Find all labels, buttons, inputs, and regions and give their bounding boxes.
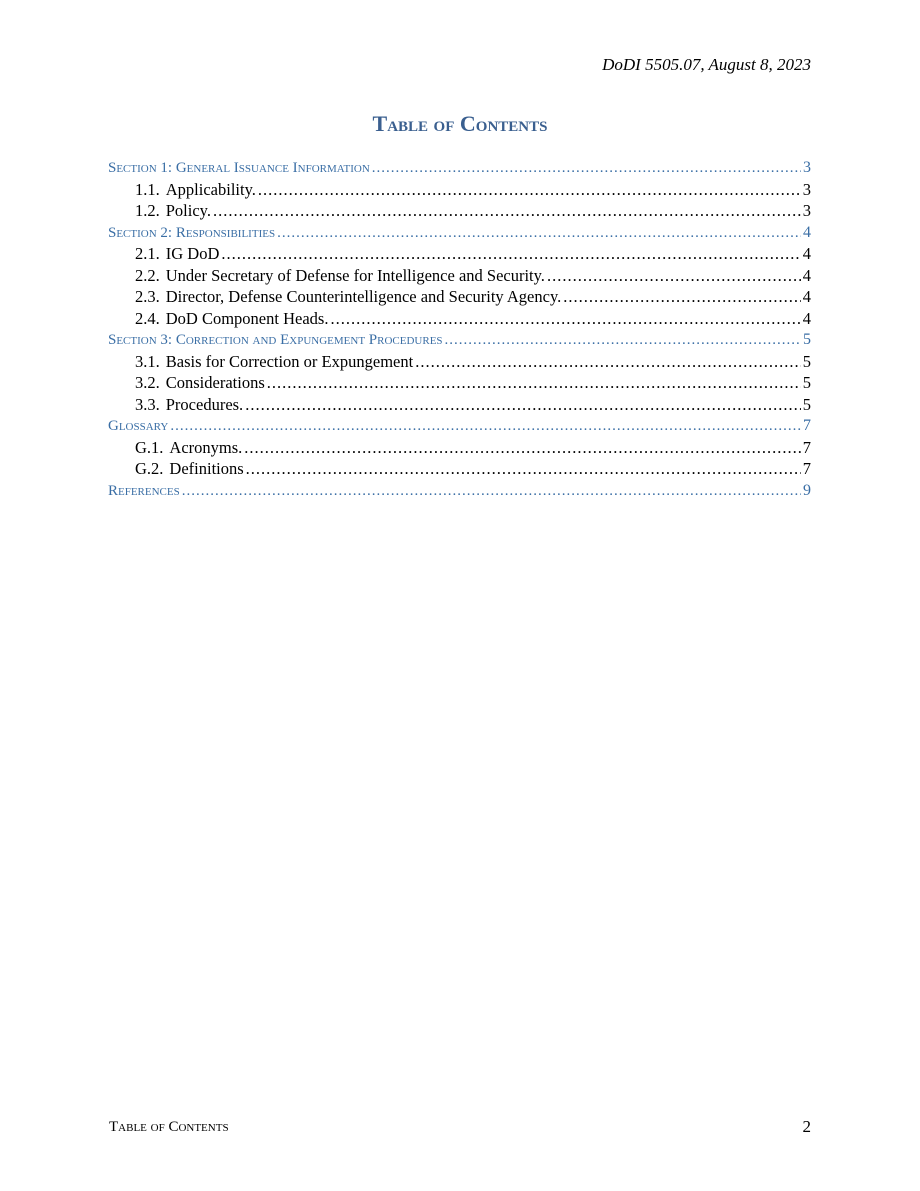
toc-entry-page-number: 4: [802, 244, 811, 263]
toc-subsection-entry[interactable]: [108, 286, 811, 308]
toc-subsection-entry[interactable]: [108, 437, 811, 459]
toc-entry-page-number: 5: [803, 331, 811, 348]
toc-entry-number: G.2.: [135, 459, 164, 478]
toc-dot-leader: [547, 265, 801, 287]
toc-entry-label: DoD Component Heads.: [165, 308, 329, 328]
toc-dot-leader: [372, 158, 801, 179]
toc-subsection-entry[interactable]: [108, 200, 811, 222]
toc-entry-label: Section 3: Correction and Expungement Procedures: [108, 332, 443, 348]
toc-entry-number: 2.4.: [135, 308, 160, 328]
toc-dot-leader: [563, 286, 800, 308]
footer-section-title: Table of Contents: [109, 1119, 229, 1135]
toc-entry-number: 3.2.: [135, 373, 160, 392]
toc-entry-label: Section 2: Responsibilities: [108, 224, 276, 241]
toc-entry-number: 2.1.: [135, 244, 160, 263]
toc-dot-leader: [267, 372, 801, 394]
toc-dot-leader: [330, 308, 800, 330]
toc-entry-page-number: 4: [802, 287, 811, 306]
toc-dot-leader: [221, 243, 800, 265]
footer-page-number: 2: [802, 1117, 811, 1136]
toc-entry-label: Glossary: [108, 418, 169, 434]
toc-entry-page-number: 3: [802, 179, 811, 199]
toc-dot-leader: [258, 179, 801, 201]
toc-entry-page-number: 7: [802, 437, 811, 457]
toc-entry-page-number: 3: [803, 159, 811, 176]
toc-entry-page-number: 9: [803, 481, 811, 499]
running-head: DoDI 5505.07, August 8, 2023: [602, 55, 811, 74]
toc-entry-label: IG DoD: [165, 244, 220, 263]
toc-entry-number: G.1.: [135, 437, 164, 457]
toc-entry-label: References: [108, 482, 180, 499]
toc-entry-number: 2.2.: [135, 265, 160, 285]
toc-entry-number: 3.1.: [135, 351, 160, 371]
toc-subsection-entry[interactable]: [108, 179, 811, 201]
toc-dot-leader: [170, 416, 801, 437]
toc-entry-page-number: 5: [802, 394, 811, 414]
toc-entry-page-number: 4: [802, 265, 811, 285]
toc-entry-page-number: 5: [802, 373, 811, 392]
toc-subsection-entry[interactable]: [108, 372, 811, 394]
toc-subsection-entry[interactable]: [108, 458, 811, 480]
toc-section-entry[interactable]: [108, 222, 811, 244]
toc-subsection-entry[interactable]: [108, 351, 811, 373]
table-of-contents: [108, 157, 811, 501]
toc-dot-leader: [415, 351, 801, 373]
toc-dot-leader: [277, 223, 801, 244]
toc-dot-leader: [182, 481, 801, 502]
toc-subsection-entry[interactable]: [108, 394, 811, 416]
toc-entry-label: Basis for Correction or Expungement: [165, 351, 414, 371]
toc-section-entry[interactable]: [108, 157, 811, 179]
page-title: Table of Contents: [372, 111, 548, 136]
toc-entry-label: Section 1: General Issuance Information: [108, 160, 370, 176]
toc-dot-leader: [245, 394, 801, 416]
toc-entry-label: Policy.: [165, 201, 211, 220]
toc-dot-leader: [445, 330, 801, 351]
toc-entry-label: Applicability.: [165, 179, 256, 199]
toc-entry-page-number: 4: [802, 308, 811, 328]
toc-entry-number: 1.2.: [135, 201, 160, 220]
toc-section-entry[interactable]: [108, 329, 811, 351]
toc-entry-label: Considerations: [165, 373, 265, 392]
toc-subsection-entry[interactable]: [108, 265, 811, 287]
toc-entry-page-number: 7: [802, 459, 811, 478]
toc-section-entry[interactable]: [108, 480, 811, 502]
toc-entry-label: Under Secretary of Defense for Intelligence and Security.: [165, 265, 545, 285]
toc-dot-leader: [246, 458, 801, 480]
toc-entry-number: 3.3.: [135, 394, 160, 414]
toc-entry-page-number: 4: [803, 223, 811, 241]
toc-entry-label: Definitions: [169, 459, 244, 478]
toc-entry-number: 2.3.: [135, 287, 160, 306]
toc-entry-label: Acronyms.: [169, 437, 243, 457]
toc-entry-number: 1.1.: [135, 179, 160, 199]
toc-section-entry[interactable]: [108, 415, 811, 437]
toc-entry-label: Director, Defense Counterintelligence and Security Agency.: [165, 287, 562, 306]
toc-dot-leader: [213, 200, 801, 222]
toc-dot-leader: [244, 437, 800, 459]
toc-entry-page-number: 7: [803, 417, 811, 434]
toc-entry-label: Procedures.: [165, 394, 244, 414]
toc-entry-page-number: 5: [802, 351, 811, 371]
toc-entry-page-number: 3: [802, 201, 811, 220]
toc-subsection-entry[interactable]: [108, 243, 811, 265]
toc-subsection-entry[interactable]: [108, 308, 811, 330]
